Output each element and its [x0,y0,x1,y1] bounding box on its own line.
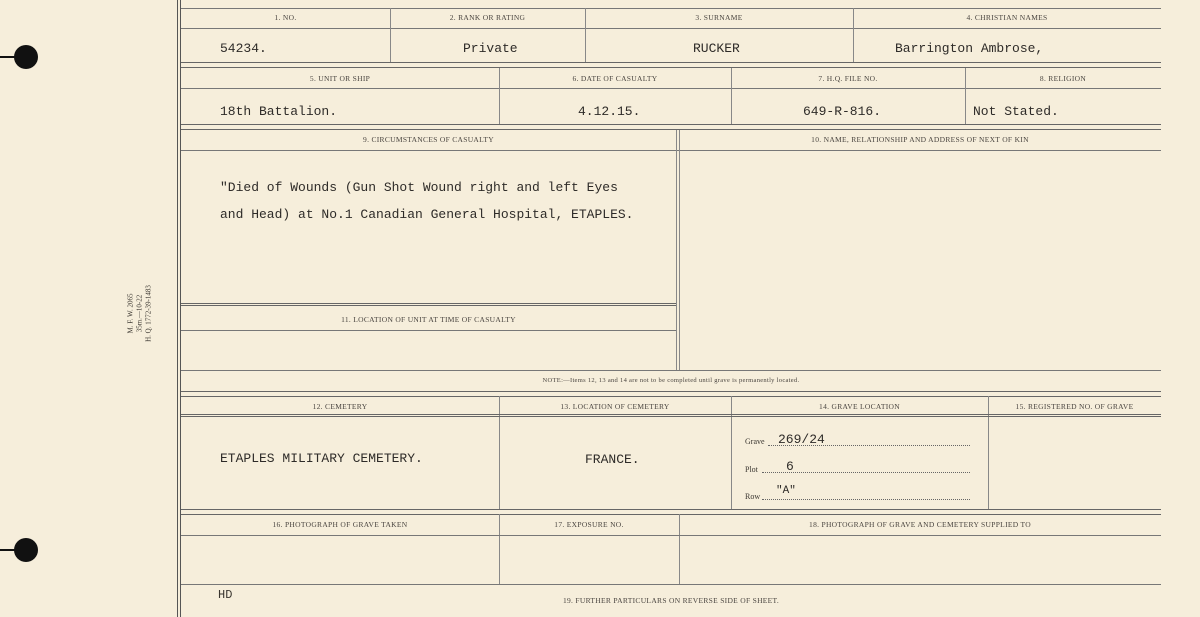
label-number: 1. NO. [274,13,297,22]
divider [679,130,680,370]
form-code-line: 35m.—10-22 [135,294,144,333]
grave-label: Grave [745,437,765,446]
label-religion: 8. RELIGION [1039,74,1087,83]
plot-label: Plot [745,465,758,474]
row-dotted-line [762,499,970,500]
cemetery: ETAPLES MILITARY CEMETERY. [220,451,423,466]
form-code [127,254,154,374]
label-next-of-kin: 10. NAME, RELATIONSHIP AND ADDRESS OF NEXT OF KIN [811,135,1029,144]
label-rank: 2. RANK OR RATING [449,13,526,22]
surname: RUCKER [693,41,740,56]
label-circumstances: 9. CIRCUMSTANCES OF CASUALTY [363,135,494,144]
divider [181,584,1161,585]
binder-hole-top-line [0,56,20,58]
label-cemetery: 12. CEMETERY [312,402,368,411]
grave-number: 269/24 [778,432,825,447]
row-value: "A" [776,485,796,497]
divider [181,414,1161,417]
binder-hole-bottom-line [0,549,20,551]
label-photograph-taken: 16. PHOTOGRAPH OF GRAVE TAKEN [272,520,408,529]
divider [181,62,1161,68]
divider [181,88,1161,89]
note: NOTE:—Items 12, 13 and 14 are not to be completed until grave is permanently located. [542,377,800,384]
form-code-line: M. F. W. 2065 [126,293,135,334]
file-no: 649-R-816. [803,104,882,119]
divider [181,535,1161,536]
label-file-no: 7. H.Q. FILE NO. [818,74,878,83]
footer-note: 19. FURTHER PARTICULARS ON REVERSE SIDE OF SHEET. [562,596,780,605]
label-location-of-cemetery: 13. LOCATION OF CEMETERY [560,402,670,411]
christian-names: Barrington Ambrose, [895,41,1044,56]
rank: Private [463,41,518,56]
label-unit: 5. UNIT OR SHIP [309,74,371,83]
row-label: Row [745,492,761,501]
circumstances-line: and Head) at No.1 Canadian General Hospital, ETAPLES. [220,207,634,222]
divider [181,370,1161,371]
label-photograph-supplied: 18. PHOTOGRAPH OF GRAVE AND CEMETERY SUPPLIED TO [809,520,1031,529]
label-registered-no: 15. REGISTERED NO. OF GRAVE [1015,402,1134,411]
cemetery-location: FRANCE. [585,452,640,467]
label-date: 6. DATE OF CASUALTY [572,74,658,83]
plot-number: 6 [786,459,794,474]
circumstances-line: "Died of Wounds (Gun Shot Wound right and left Eyes [220,180,618,195]
initials: HD [218,588,233,602]
margin-line [177,0,178,617]
divider [181,28,1161,29]
divider [676,130,677,370]
label-grave-location: 14. GRAVE LOCATION [819,402,900,411]
label-christian-names: 4. CHRISTIAN NAMES [966,13,1048,22]
divider [181,150,1161,151]
religion: Not Stated. [973,104,1059,119]
divider [181,391,1161,397]
label-surname: 3. SURNAME [695,13,743,22]
divider [181,509,1161,515]
date-of-casualty: 4.12.15. [578,104,641,119]
service-number: 54234. [220,41,267,56]
divider [181,8,1161,9]
divider [181,124,1161,130]
divider [181,330,676,331]
divider [181,303,676,306]
label-exposure-no: 17. EXPOSURE NO. [554,520,624,529]
form-code-line: H. Q. 1772-39-1483 [144,285,153,342]
label-location-of-unit: 11. LOCATION OF UNIT AT TIME OF CASUALTY [341,315,516,324]
unit: 18th Battalion. [220,104,338,119]
